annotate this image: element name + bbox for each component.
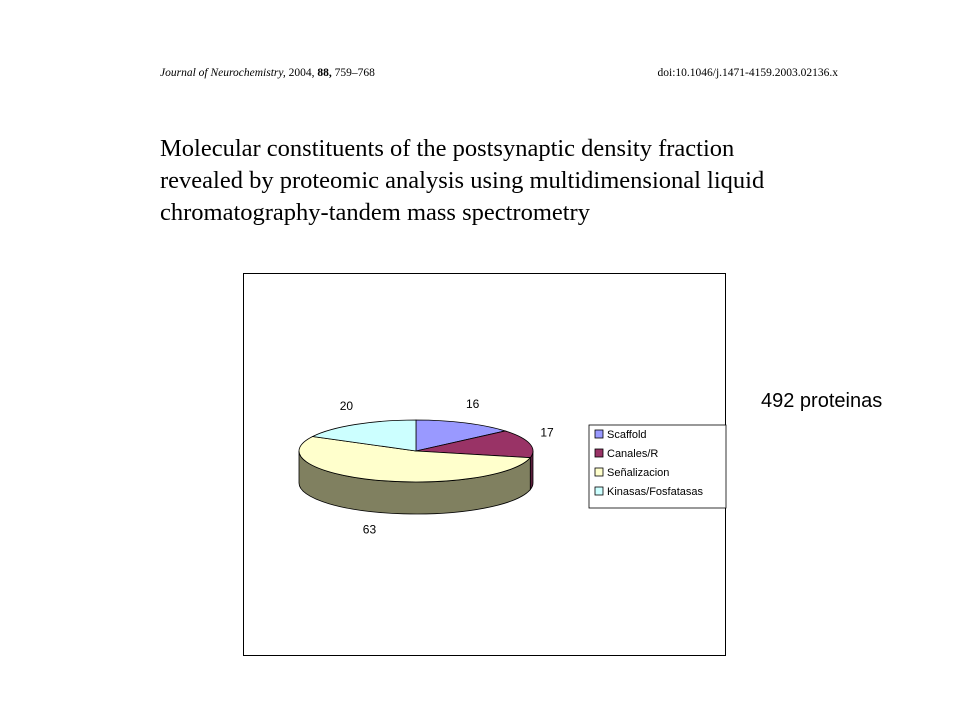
journal-year: 2004, [285, 67, 318, 79]
data-label-kinasas-fosfatasas: 20 [339, 399, 354, 414]
legend-swatch-canales-r [595, 449, 603, 457]
journal-citation [160, 67, 375, 79]
legend-swatch-scaffold [595, 430, 603, 438]
chart-legend [589, 425, 726, 508]
data-label-scaffold: 16 [466, 396, 480, 411]
legend-label-kinasas-fosfatasas: Kinasas/Fosfatasas [607, 486, 703, 498]
legend-swatch-kinasas-fosfatasas [595, 487, 603, 495]
journal-volume: 88, [317, 67, 332, 79]
protein-count-note: 492 proteinas [761, 390, 883, 412]
data-label-canales-r: 17 [540, 425, 554, 440]
journal-name: Journal of Neurochemistry, [160, 67, 286, 79]
legend-label-scaffold: Scaffold [607, 429, 647, 441]
pie-chart-svg [244, 274, 727, 657]
chart-frame [243, 273, 726, 656]
journal-pages: 759–768 [331, 67, 375, 79]
legend-label-senalizacion: Señalizacion [607, 467, 670, 479]
legend-label-canales-r: Canales/R [607, 448, 659, 460]
doi-reference: doi:10.1046/j.1471-4159.2003.02136.x [657, 67, 838, 79]
paper-title: Molecular constituents of the postsynaptic density fraction revealed by proteomic analysis using multidimensional liquid chromatography-tandem mass spectrometry [160, 135, 765, 226]
data-label-senalizacion: 63 [362, 522, 377, 537]
legend-swatch-senalizacion [595, 468, 603, 476]
